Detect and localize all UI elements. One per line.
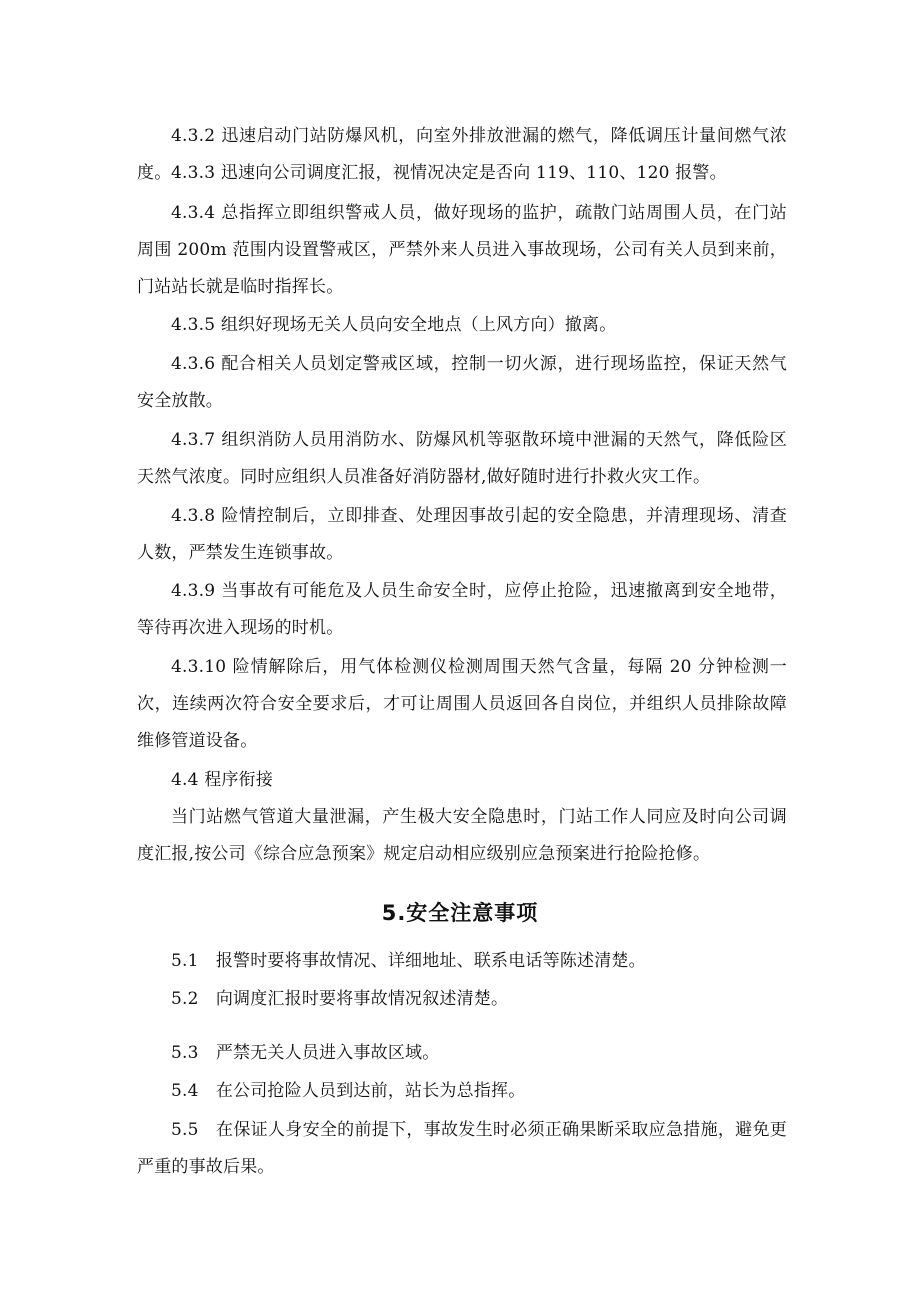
- paragraph-4-3-3: 4.3.3 迅速向公司调度汇报，视情况决定是否向 119、110、120 报警。: [171, 163, 727, 183]
- paragraph-5-4: 5.4 在公司抢险人员到达前，站长为总指挥。: [171, 1081, 526, 1101]
- paragraph-4-3-6: 4.3.6 配合相关人员划定警戒区域，控制一切火源，进行现场监控，保证天然气安全放散。: [137, 354, 787, 411]
- paragraph-4-3-9: 4.3.9 当事故有可能危及人员生命安全时，应停止抢险，迅速撤离到安全地带，等待再次进入现场的时机。: [137, 581, 787, 638]
- paragraph-4-4-body: 当门站燃气管道大量泄漏，产生极大安全隐患时，门站工作人同应及时向公司调度汇报,按公司《综合应急预案》规定启动相应级别应急预案进行抢险抢修。: [137, 807, 787, 864]
- paragraph-4-3-10: 4.3.10 险情解除后，用气体检测仪检测周围天然气含量，每隔 20 分钟检测一次，连续两次符合安全要求后，才可让周围人员返回各自岗位，并组织人员排除故障维修管道设备。: [137, 657, 787, 751]
- paragraph-5-2: 5.2 向调度汇报时要将事故情况叙述清楚。: [171, 989, 509, 1009]
- paragraph-4-4-title: 4.4 程序衔接: [171, 770, 274, 790]
- paragraph-4-3-4: 4.3.4 总指挥立即组织警戒人员，做好现场的监护，疏散门站周围人员，在门站周围 200m 范围内设置警戒区，严禁外来人员进入事故现场，公司有关人员到来前，门站站长就是临时指挥长。: [137, 203, 787, 297]
- paragraph-5-1: 5.1 报警时要将事故情况、详细地址、联系电话等陈述清楚。: [171, 951, 646, 971]
- paragraph-5-5: 5.5 在保证人身安全的前提下，事故发生时必须正确果断采取应急措施，避免更严重的事故后果。: [137, 1120, 787, 1177]
- paragraph-4-3-8: 4.3.8 险情控制后，立即排查、处理因事故引起的安全隐患，并清理现场、清查人数，严禁发生连锁事故。: [137, 506, 787, 563]
- paragraph-4-3-5: 4.3.5 组织好现场无关人员向安全地点（上风方向）撤离。: [171, 315, 617, 335]
- paragraph-4-3-2: 4.3.2 迅速启动门站防爆风机，向室外排放泄漏的燃气，降低调压计量间燃气浓度。: [137, 126, 787, 183]
- section-heading: 5.安全注意事项: [381, 901, 539, 925]
- paragraph-4-3-7: 4.3.7 组织消防人员用消防水、防爆风机等驱散环境中泄漏的天然气，降低险区天然气浓度。同时应组织人员准备好消防器材,做好随时进行扑救火灾工作。: [137, 430, 787, 487]
- paragraph-5-3: 5.3 严禁无关人员进入事故区域。: [171, 1043, 440, 1063]
